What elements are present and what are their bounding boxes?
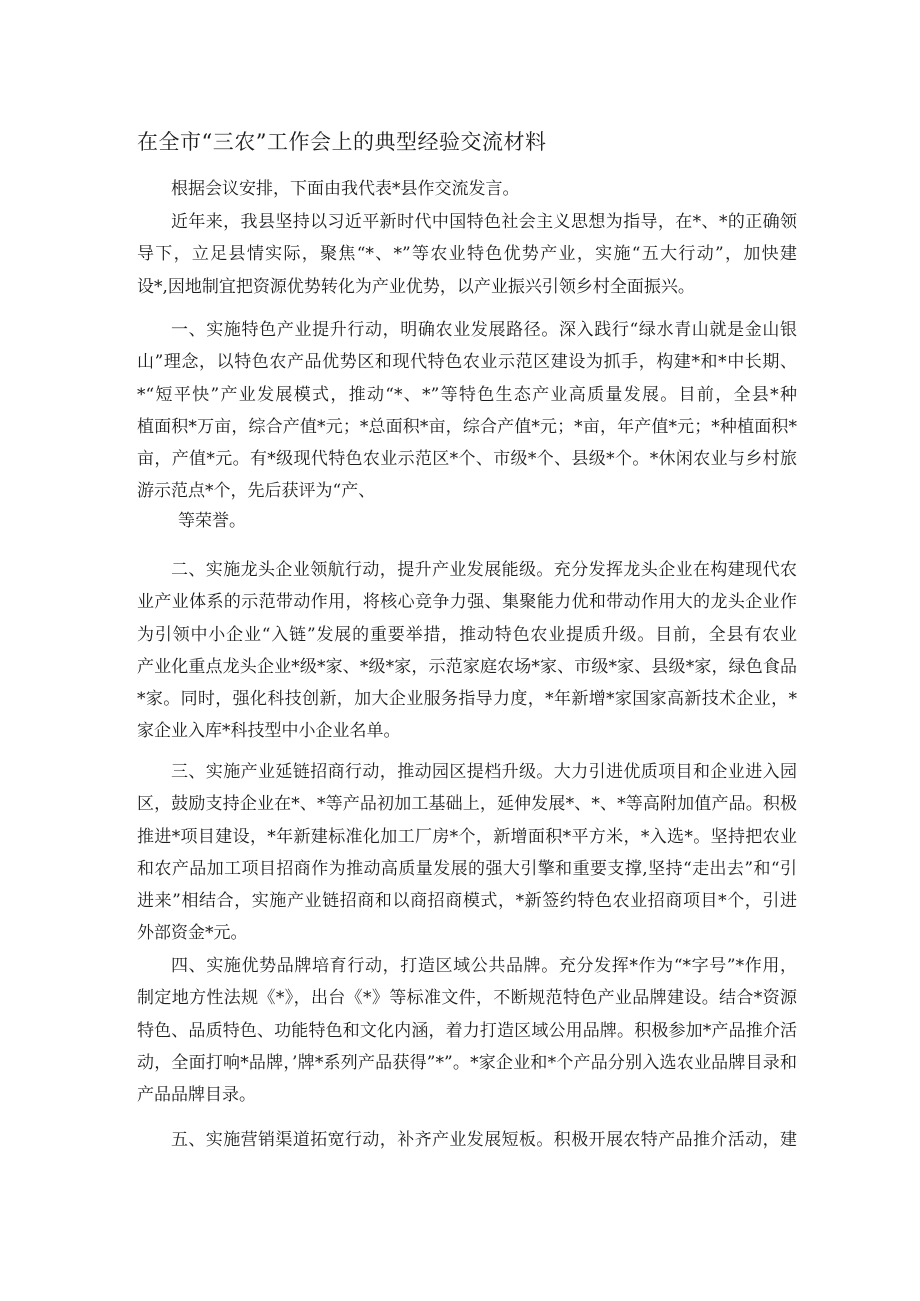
- section-1-tail: [178, 505, 578, 537]
- text-line: 导下，立足县情实际，聚焦“*、*”等农业特色优势产业，实施“五大行动”，加快建: [137, 244, 797, 265]
- intro-line-paragraph: [137, 173, 797, 205]
- text-line: 山”理念，以特色农产品优势区和现代特色农业示范区建设为抓手，构建*和*中长期、: [137, 352, 797, 373]
- section-5-paragraph: [137, 1124, 797, 1156]
- text-line: 进来”相结合，实施产业链招商和以商招商模式，*新签约特色农业招商项目*个，引进: [137, 891, 797, 912]
- text-line: 外部资金*元。: [137, 923, 248, 944]
- text-line: *“短平快”产业发展模式，推动“*、*”等特色生态产业高质量发展。目前，全县*种: [137, 384, 797, 405]
- section-4-paragraph: [137, 950, 797, 1111]
- text-line: 根据会议安排，下面由我代表*县作交流发言。: [171, 179, 520, 199]
- text-line: 特色、品质特色、功能特色和文化内涵，着力打造区域公用品牌。积极参加*产品推介活: [137, 1020, 797, 1041]
- section-3-paragraph: [137, 756, 797, 950]
- text-line: 区，鼓励支持企业在*、*等产品初加工基础上，延伸发展*、*、*等高附加值产品。积极: [137, 794, 797, 815]
- text-line: 产品品牌目录。: [137, 1085, 256, 1106]
- text-line: *家。同时，强化科技创新，加大企业服务指导力度，*年新增*家国家高新技术企业，*: [137, 689, 797, 710]
- text-line: 推进*项目建设，*年新建标准化加工厂房*个，新增面积*平方米，*入选*。坚持把农业: [137, 826, 797, 847]
- text-line: 产业化重点龙头企业*级*家、*级*家，示范家庭农场*家、市级*家、县级*家，绿色食品: [137, 656, 797, 677]
- text-line: 近年来，我县坚持以习近平新时代中国特色社会主义思想为指导，在*、*的正确领: [171, 212, 797, 232]
- text-line: 植面积*万亩，综合产值*元；*总面积*亩，综合产值*元；*亩，年产值*元；*种植面积*: [137, 416, 797, 437]
- section-1-paragraph: [137, 314, 797, 508]
- text-line: 为引领中小企业“入链”发展的重要举措，推动特色农业提质升级。目前，全县有农业: [137, 624, 797, 645]
- text-line: 业产业体系的示范带动作用，将核心竞争力强、集聚能力优和带动作用大的龙头企业作: [137, 592, 797, 613]
- text-line: 动，全面打响*品牌，’牌*系列产品获得”*”。*家企业和*个产品分别入选农业品牌目录和: [137, 1052, 797, 1073]
- text-line: 二、实施龙头企业领航行动，提升产业发展能级。充分发挥龙头企业在构建现代农: [171, 560, 797, 580]
- document-title: 在全市“三农”工作会上的典型经验交流材料: [137, 130, 547, 154]
- text-line: 和农产品加工项目招商作为推动高质量发展的强大引擎和重要支撑,坚持“走出去”和“引: [137, 858, 797, 879]
- text-line: 三、实施产业延链招商行动，推动园区提档升级。大力引进优质项目和企业进入园: [171, 762, 797, 782]
- intro-paragraph: [137, 206, 797, 303]
- text-line: 亩，产值*元。有*级现代特色农业示范区*个、市级*个、县级*个。*休闲农业与乡村旅: [137, 449, 797, 470]
- text-line: 一、实施特色产业提升行动，明确农业发展路径。深入践行“绿水青山就是金山银: [171, 320, 797, 340]
- text-line: 四、实施优势品牌培育行动，打造区域公共品牌。充分发挥*作为“*字号”*作用，: [171, 956, 797, 976]
- text-line: 制定地方性法规《*》，出台《*》等标准文件，不断规范特色产业品牌建设。结合*资源: [137, 988, 797, 1009]
- text-line: 家企业入库*科技型中小企业名单。: [137, 721, 401, 742]
- text-line: 五、实施营销渠道拓宽行动，补齐产业发展短板。积极开展农特产品推介活动，建: [171, 1130, 797, 1150]
- section-2-paragraph: [137, 554, 797, 748]
- text-line: 游示范点*个，先后获评为“产、: [137, 481, 376, 502]
- text-line: 等荣誉。: [178, 511, 246, 531]
- text-line: 设*,因地制宜把资源优势转化为产业优势，以产业振兴引领乡村全面振兴。: [137, 276, 695, 297]
